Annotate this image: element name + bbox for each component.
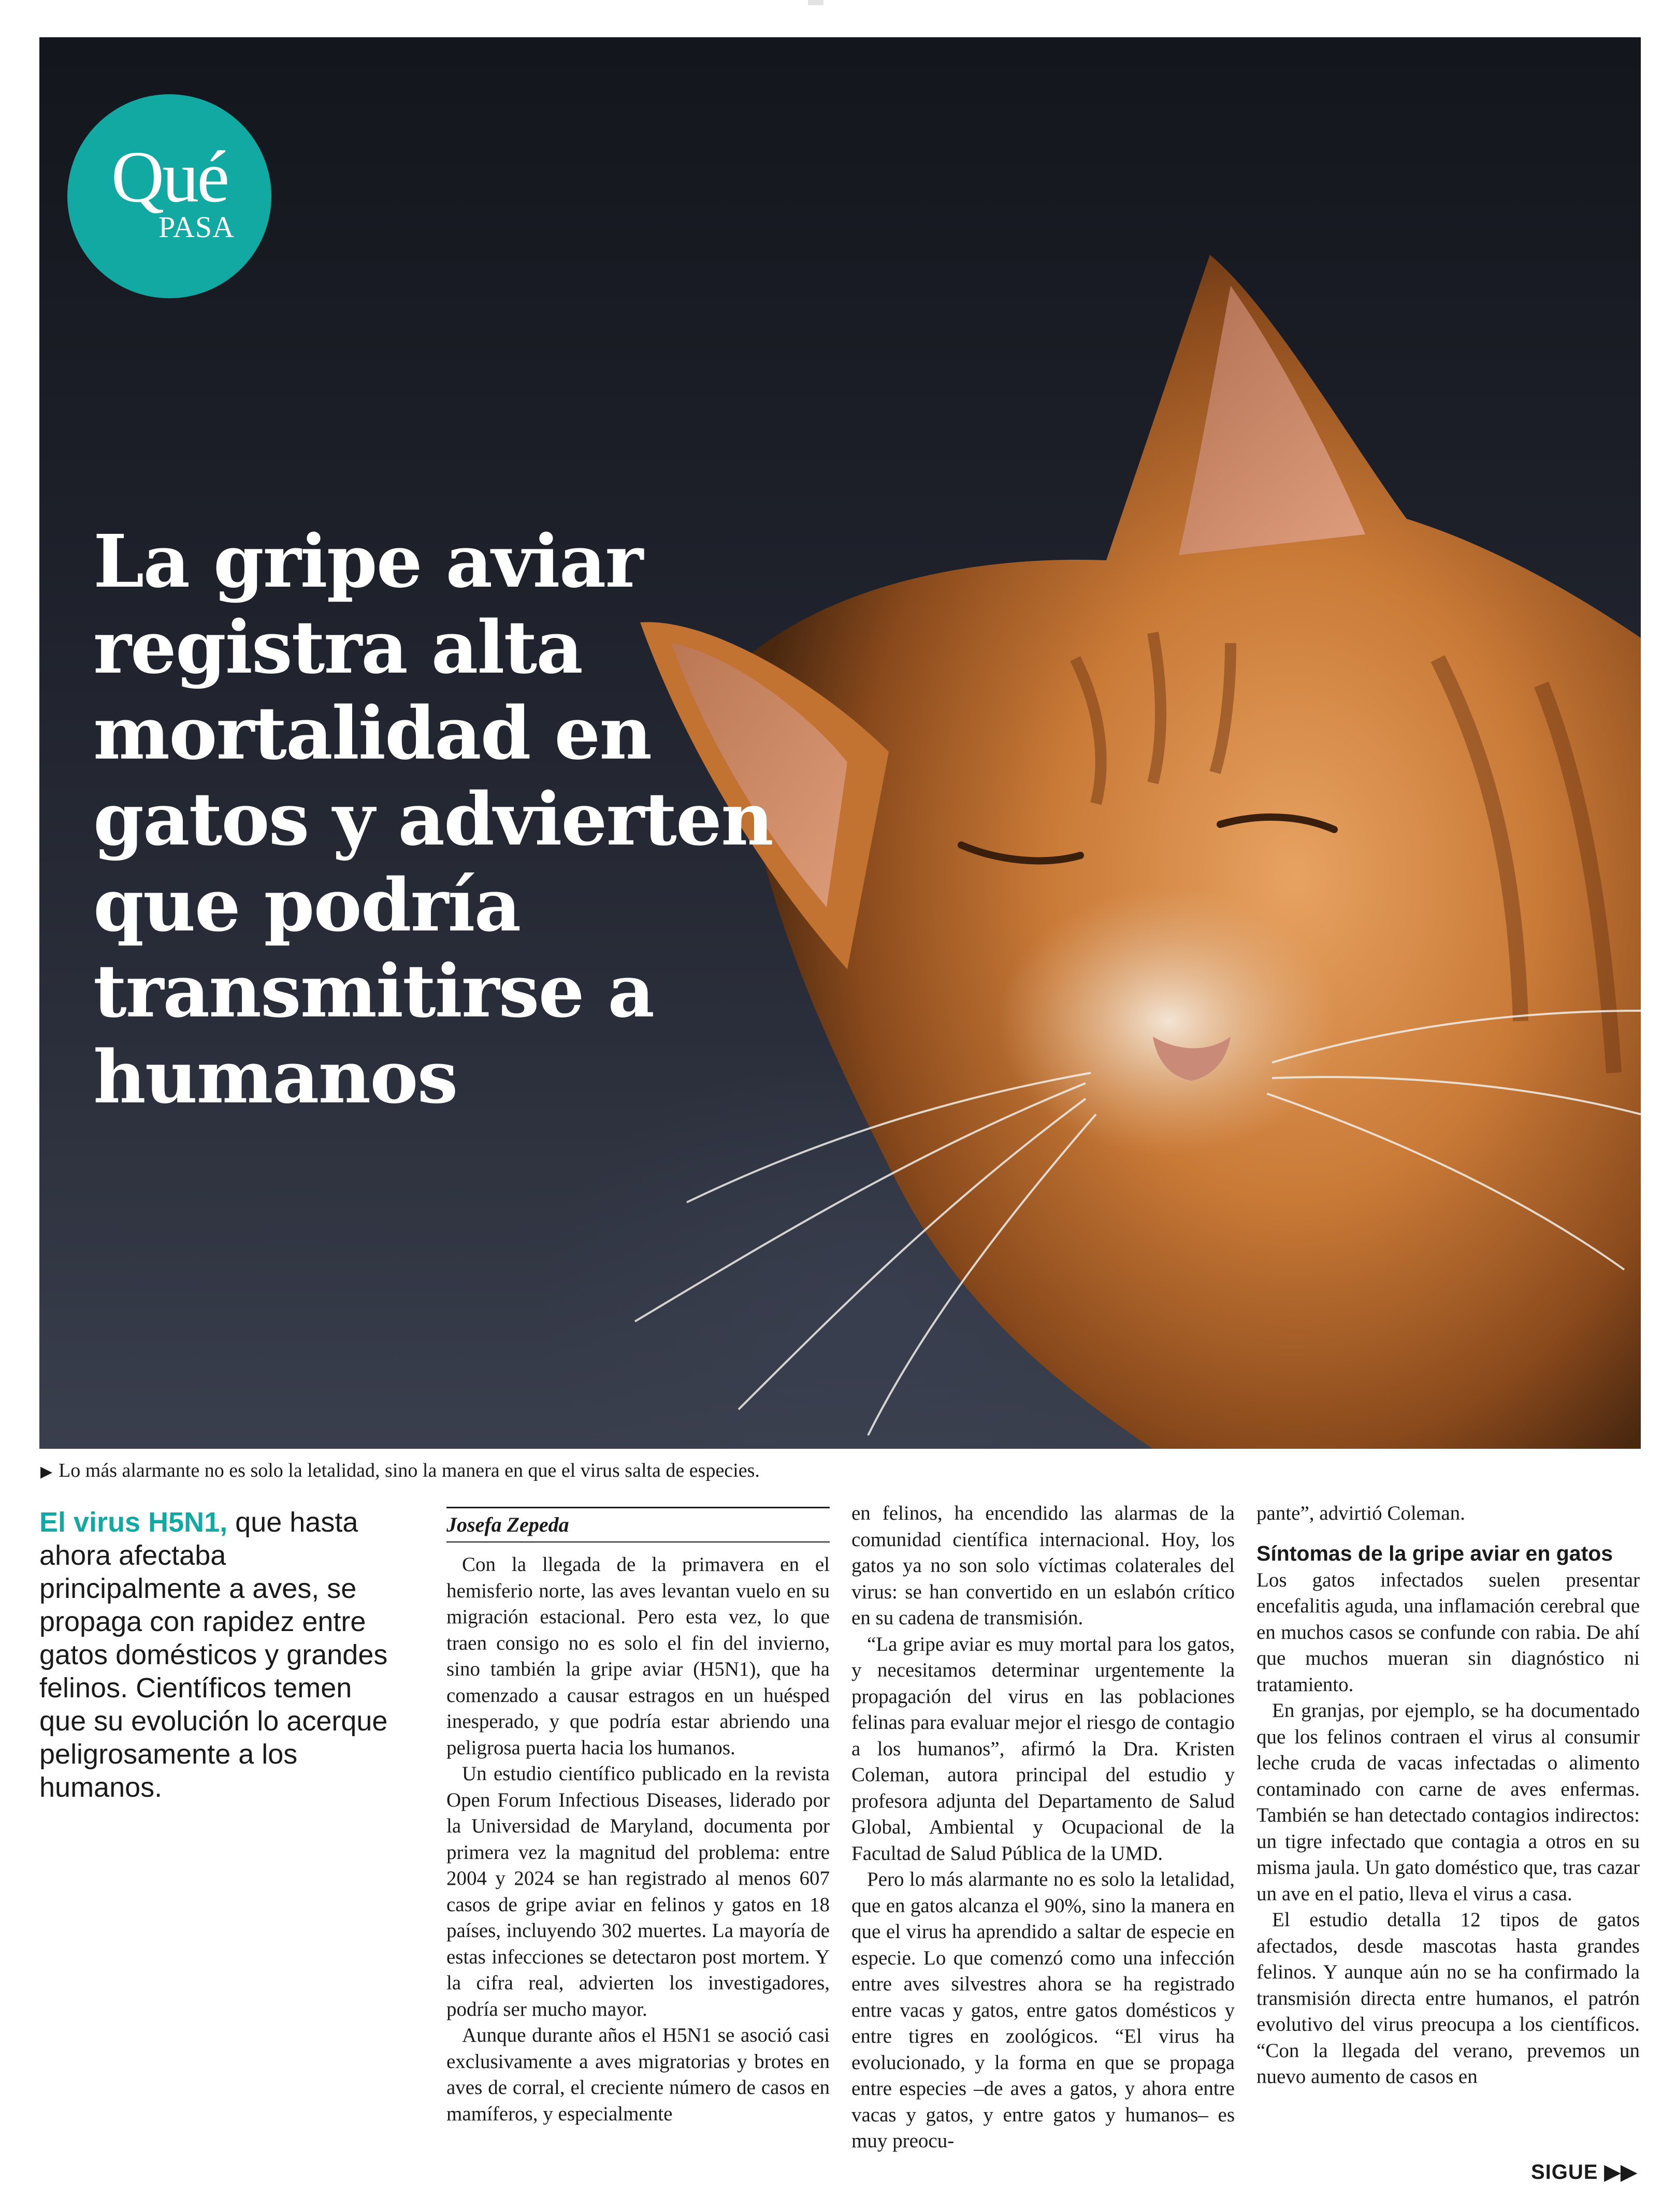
photo-caption [40, 1457, 1636, 1486]
continue-marker [1531, 2159, 1637, 2185]
que-pasa-logo [67, 94, 271, 298]
body-paragraph: en felinos, ha encendido las alarmas de la comunidad científica internacional. Hoy, los gatos ya no son solo víctimas colaterales del virus: se han convertido en un eslabón crítico en su cadena de transmisión. [851, 1502, 1235, 1629]
continue-label: SIGUE [1531, 2161, 1598, 2184]
hero-photo [39, 37, 1641, 1449]
body-paragraph: En granjas, por ejemplo, se ha documentado que los felinos contraen el virus al consumir leche cruda de vacas infectadas o alimento contaminado con carne de aves enfermas. También se han detectado contagios indirectos: un tigre infectado que contagia a otros en su misma jaula. Un gato doméstico que, tras cazar un ave en el patio, lleva el virus a casa. [1256, 1699, 1640, 1905]
lead-paragraph [39, 1506, 402, 1804]
article-column-2 [851, 1501, 1235, 2155]
caption-text: Lo más alarmante no es solo la letalidad, sino la manera en que el virus salta de especies. [59, 1460, 760, 1481]
body-paragraph: pante”, advirtió Coleman. [1256, 1502, 1465, 1524]
page-top-mark [808, 0, 823, 5]
body-paragraph: Con la llegada de la primavera en el hemisferio norte, las aves levantan vuelo en su migración estacional. Pero esta vez, lo que traen consigo no es solo el fin del invierno, sino también la gripe aviar (H5N1), que ha comenzado a causar estragos en un huésped inesperado, y que podría estar abriendo una peligrosa puerta hacia los humanos. [446, 1553, 830, 1759]
body-paragraph: Aunque durante años el H5N1 se asoció casi exclusivamente a aves migratorias y brotes en aves de corral, el creciente número de casos en mamíferos, y especialmente [446, 2024, 830, 2125]
section-subhead: Síntomas de la gripe aviar en gatos [1256, 1541, 1613, 1565]
lead-kicker: El virus H5N1, [39, 1507, 228, 1538]
caption-arrow-icon: ▶ [40, 1463, 53, 1480]
logo-que-text: Qué [111, 136, 228, 217]
headline: La gripe aviar registra alta mortalidad en gatos y advierten que podría transmitirse a humanos [93, 519, 773, 1120]
body-paragraph: El estudio detalla 12 tipos de gatos afectados, desde mascotas hasta grandes felinos. Y aunque aún no se ha confirmado la transmisión directa entre humanos, el patrón evolutivo del virus preocupa a los científicos. “Con la llegada del verano, prevemos un nuevo aumento de casos en [1256, 1909, 1640, 2088]
double-play-arrow-icon: ▶▶ [1604, 2161, 1638, 2184]
body-paragraph: Un estudio científico publicado en la revista Open Forum Infectious Diseases, liderado por la Universidad de Maryland, documenta por primera vez la magnitud del problema: entre 2004 y 2024 se han registrado al menos 607 casos de gripe aviar en felinos y gatos en 18 países, incluyendo 302 muertes. La mayoría de estas infecciones se detectaron post mortem. Y la cifra real, advierten los investigadores, podría ser mucho mayor. [446, 1763, 830, 2020]
article-column-1 [446, 1505, 830, 2127]
body-paragraph: Pero lo más alarmante no es solo la letalidad, que en gatos alcanza el 90%, sino la manera en que el virus ha aprendido a saltar de especie en especie. Lo que comenzó como una infección entre aves silvestres ahora se ha registrado entre vacas y gatos, entre gatos domésticos y entre tigres en zoológicos. “El virus ha evolucionado, y la forma en que se propaga entre especies –de aves a gatos, y ahora entre vacas y gatos, y entre gatos y humanos– es muy preocu- [851, 1868, 1235, 2152]
byline-rule [446, 1507, 830, 1508]
article-column-3 [1256, 1501, 1640, 2090]
body-paragraph: Los gatos infectados suelen presentar encefalitis aguda, una inflamación cerebral que en muchos casos se confunde con rabia. De ahí que muchos mueran sin diagnóstico ni tratamiento. [1256, 1568, 1640, 1696]
logo-pasa-text: PASA [158, 210, 235, 244]
lead-text: que hasta ahora afectaba principalmente a aves, se propaga con rapidez entre gatos domésticos y grandes felinos. Científicos temen que su evolución lo acerque peligrosamente a los humanos. [39, 1507, 388, 1803]
byline: Josefa Zepeda [446, 1511, 830, 1542]
body-paragraph: “La gripe aviar es muy mortal para los gatos, y necesitamos determinar urgentemente la propagación del virus en las poblaciones felinas para evaluar mejor el riesgo de contagio a los humanos”, afirmó la Dra. Kristen Coleman, autora principal del estudio y profesora adjunta del Departamento de Salud Global, Ambiental y Ocupacional de la Facultad de Salud Pública de la UMD. [851, 1633, 1235, 1865]
